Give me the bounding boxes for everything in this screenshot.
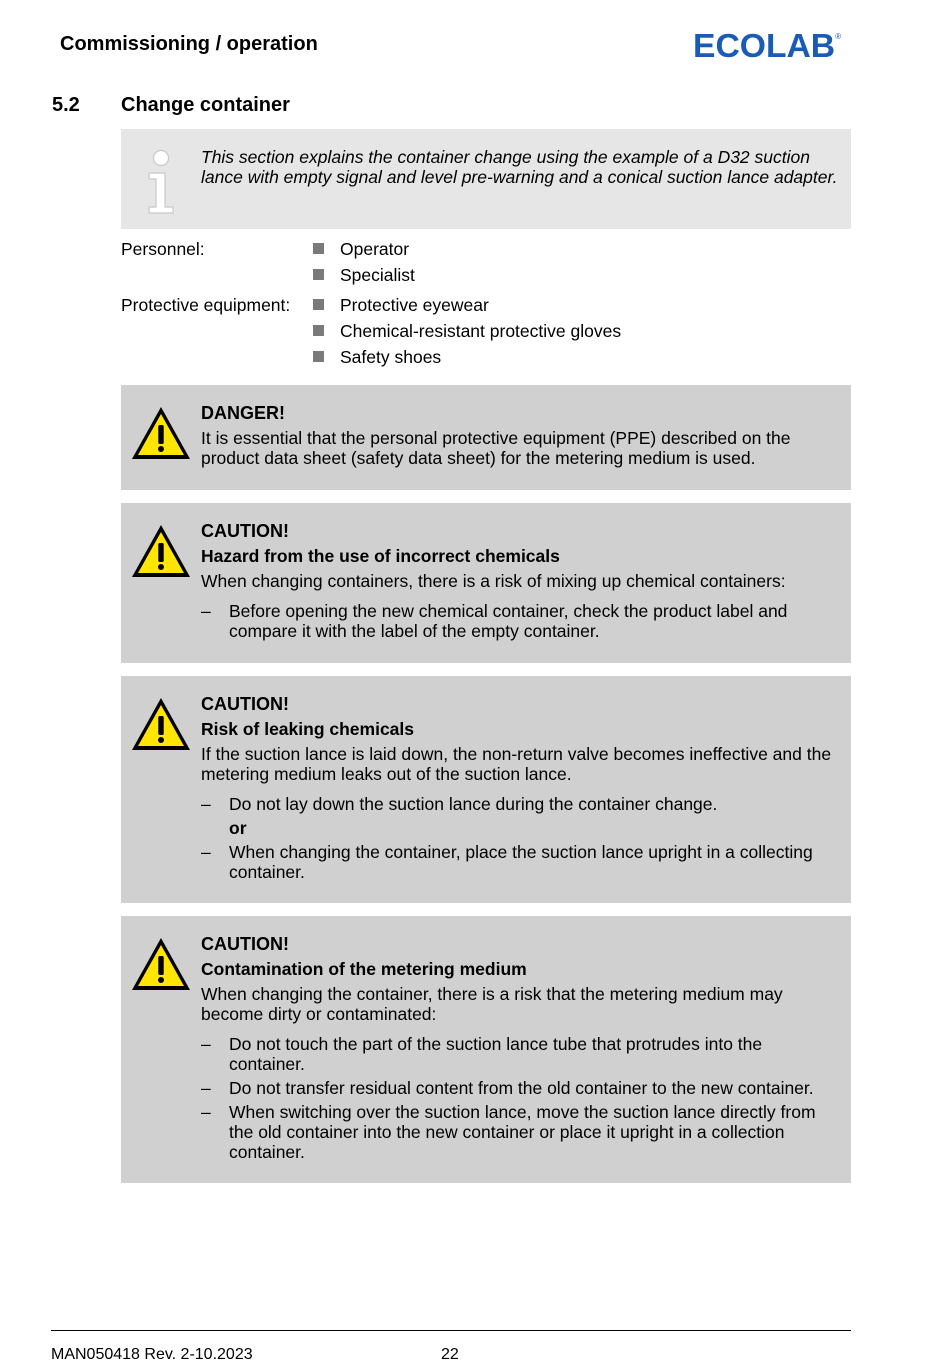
hazard-title: Hazard from the use of incorrect chemicals xyxy=(201,546,560,566)
protective-equipment-label: Protective equipment: xyxy=(121,295,291,315)
signal-word: CAUTION! xyxy=(201,521,289,541)
hazard-title: Risk of leaking chemicals xyxy=(201,719,415,739)
protective-item: Safety shoes xyxy=(313,347,441,368)
protective-item: Chemical-resistant protective gloves xyxy=(313,321,621,342)
caution-box xyxy=(121,676,851,903)
caution-box xyxy=(121,503,851,663)
bullet-square-icon xyxy=(313,299,324,310)
danger-content xyxy=(201,403,841,468)
personnel-label: Personnel: xyxy=(121,239,205,259)
warning-text: When changing containers, there is a risk of mixing up chemical containers: xyxy=(201,571,786,591)
or-separator: or xyxy=(229,818,247,838)
warning-text: It is essential that the personal protective equipment (PPE) described on the product data sheet (safety data sheet) for the metering medium is used. xyxy=(201,428,791,468)
action-item: – When switching over the suction lance, move the suction lance directly from the old container into the new container or place it upright in a collection container. xyxy=(201,1102,816,1162)
warning-text: If the suction lance is laid down, the non-return valve becomes ineffective and the metering medium leaks out of the suction lance. xyxy=(201,744,832,784)
warning-triangle-icon xyxy=(130,696,192,752)
caution-box xyxy=(121,916,851,1183)
signal-word: CAUTION! xyxy=(201,694,289,714)
logo-text: ECOLAB xyxy=(693,27,836,64)
signal-word: DANGER! xyxy=(201,403,285,423)
bullet-square-icon xyxy=(313,269,324,280)
logo-registered-mark: ® xyxy=(835,32,841,41)
warning-triangle-icon xyxy=(130,523,192,579)
caution-content xyxy=(201,521,841,645)
protective-item: Protective eyewear xyxy=(313,295,489,316)
footer-divider xyxy=(51,1330,851,1331)
action-item: – Do not lay down the suction lance during the container change. xyxy=(201,794,718,814)
personnel-item: Operator xyxy=(313,239,409,260)
bullet-square-icon xyxy=(313,243,324,254)
bullet-square-icon xyxy=(313,325,324,336)
info-icon xyxy=(145,149,177,215)
section-number: 5.2 xyxy=(52,94,80,116)
caution-content xyxy=(201,694,841,886)
personnel-item: Specialist xyxy=(313,265,415,286)
page-header-title: Commissioning / operation xyxy=(60,33,318,55)
document-revision: MAN050418 Rev. 2-10.2023 xyxy=(51,1346,253,1363)
warning-text: When changing the container, there is a risk that the metering medium may become dirty or contaminated: xyxy=(201,984,783,1024)
ecolab-logo xyxy=(693,28,843,64)
caution-content xyxy=(201,934,841,1166)
action-item: – Do not transfer residual content from the old container to the new container. xyxy=(201,1078,814,1098)
warning-triangle-icon xyxy=(130,405,192,461)
section-title: Change container xyxy=(121,94,290,116)
info-text: This section explains the container change using the example of a D32 suction lance with empty signal and level pre-warning and a conical suction lance adapter. xyxy=(201,147,838,187)
page-number: 22 xyxy=(441,1346,459,1363)
signal-word: CAUTION! xyxy=(201,934,289,954)
danger-box xyxy=(121,385,851,490)
hazard-title: Contamination of the metering medium xyxy=(201,959,527,979)
action-item: – Do not touch the part of the suction lance tube that protrudes into the container. xyxy=(201,1034,763,1074)
action-item: – When changing the container, place the suction lance upright in a collecting container. xyxy=(201,842,813,882)
action-item: – Before opening the new chemical container, check the product label and compare it with the label of the empty container. xyxy=(201,601,788,641)
warning-triangle-icon xyxy=(130,936,192,992)
bullet-square-icon xyxy=(313,351,324,362)
info-note xyxy=(121,129,851,229)
